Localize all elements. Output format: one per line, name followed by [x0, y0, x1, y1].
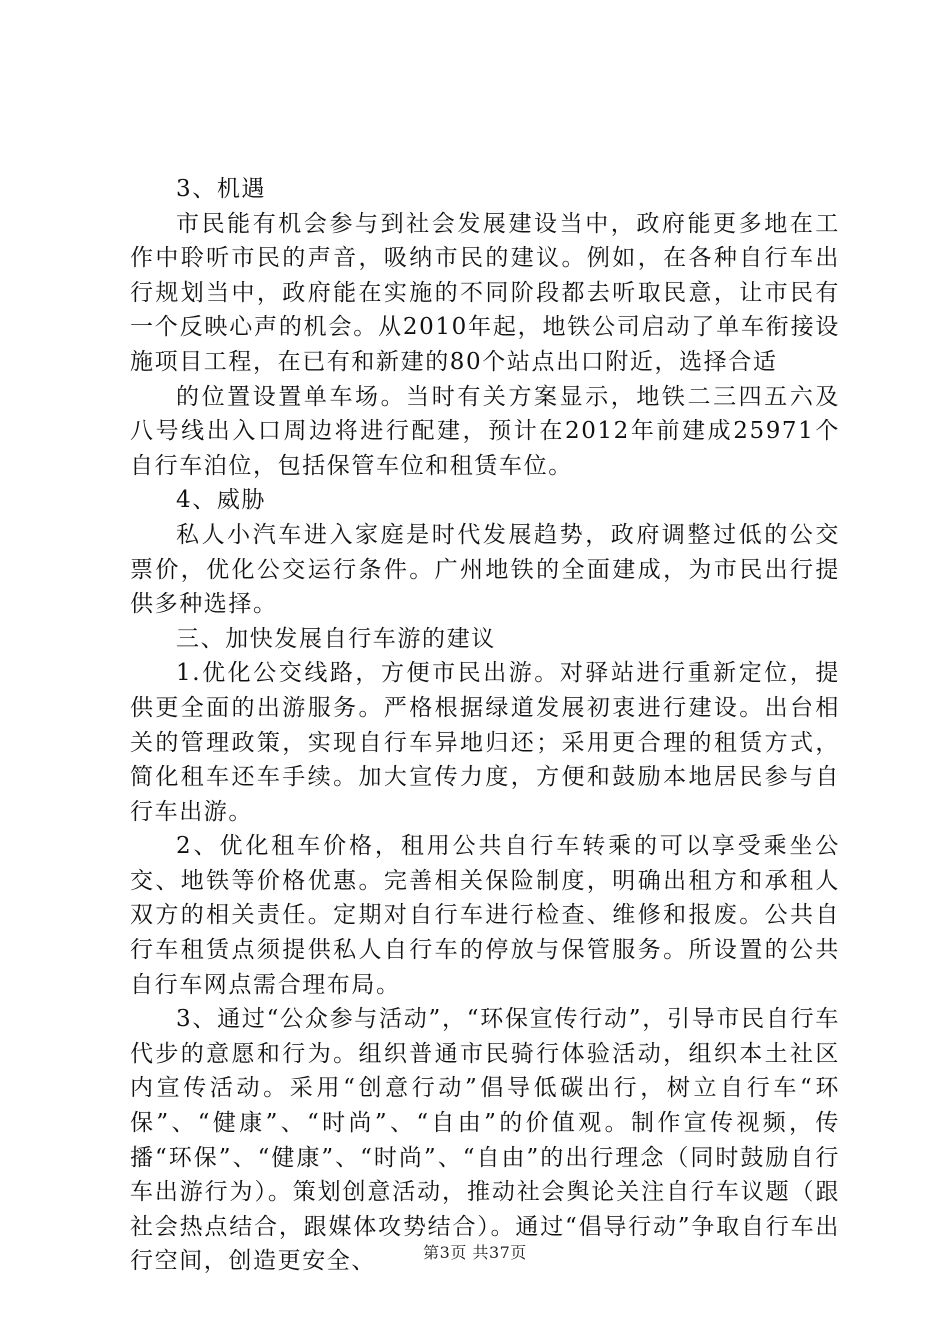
paragraph-opportunity-2: 的位置设置单车场。当时有关方案显示，地铁二三四五六及八号线出入口周边将进行配建，预计在2012年前建成25971个自行车泊位，包括保管车位和租赁车位。: [130, 383, 840, 479]
section-heading-opportunity: 3、机遇: [176, 176, 267, 202]
paragraph-suggestion-3: 3、通过“公众参与活动”，“环保宣传行动”，引导市民自行车代步的意愿和行为。组织普通市民骑行体验活动，组织本土社区内宣传活动。采用“创意行动”倡导低碳出行，树立自行车“环保”、“健康”、“时尚”、“自由”的价值观。制作宣传视频，传播“环保”、“健康”、“时尚”、“自由”的出行理念（同时鼓励自行车出游行为）。策划创意活动，推动社会舆论关注自行车议题（跟社会热点结合，跟媒体攻势结合）。通过“倡导行动”争取自行车出行空间，创造更安全、: [130, 1006, 840, 1275]
section-heading-suggestions: 三、加快发展自行车游的建议: [176, 625, 496, 652]
paragraph-suggestion-2: 2、优化租车价格，租用公共自行车转乘的可以享受乘坐公交、地铁等价格优惠。完善相关保险制度，明确出租方和承租人双方的相关责任。定期对自行车进行检查、维修和报废。公共自行车租赁点须提供私人自行车的停放与保管服务。所设置的公共自行车网点需合理布局。: [130, 833, 840, 998]
document-body: [130, 172, 840, 1279]
paragraph-threat: 私人小汽车进入家庭是时代发展趋势，政府调整过低的公交票价，优化公交运行条件。广州地铁的全面建成，为市民出行提供多种选择。: [130, 521, 840, 618]
section-heading-threat: 4、威胁: [176, 487, 267, 514]
paragraph-opportunity-1: 市民能有机会参与到社会发展建设当中，政府能更多地在工作中聆听市民的声音，吸纳市民的建议。例如，在各种自行车出行规划当中，政府能在实施的不同阶段都去听取民意，让市民有一个反映心声的机会。从2010年起，地铁公司启动了单车衔接设施项目工程，在已有和新建的80个站点出口附近，选择合适: [130, 210, 840, 375]
page-footer: 第3页 共37页: [423, 1243, 527, 1262]
paragraph-suggestion-1: 1.优化公交线路，方便市民出游。对驿站进行重新定位，提供更全面的出游服务。严格根据绿道发展初衷进行建设。出台相关的管理政策，实现自行车异地归还；采用更合理的租赁方式，简化租车还车手续。加大宣传力度，方便和鼓励本地居民参与自行车出游。: [130, 660, 840, 825]
